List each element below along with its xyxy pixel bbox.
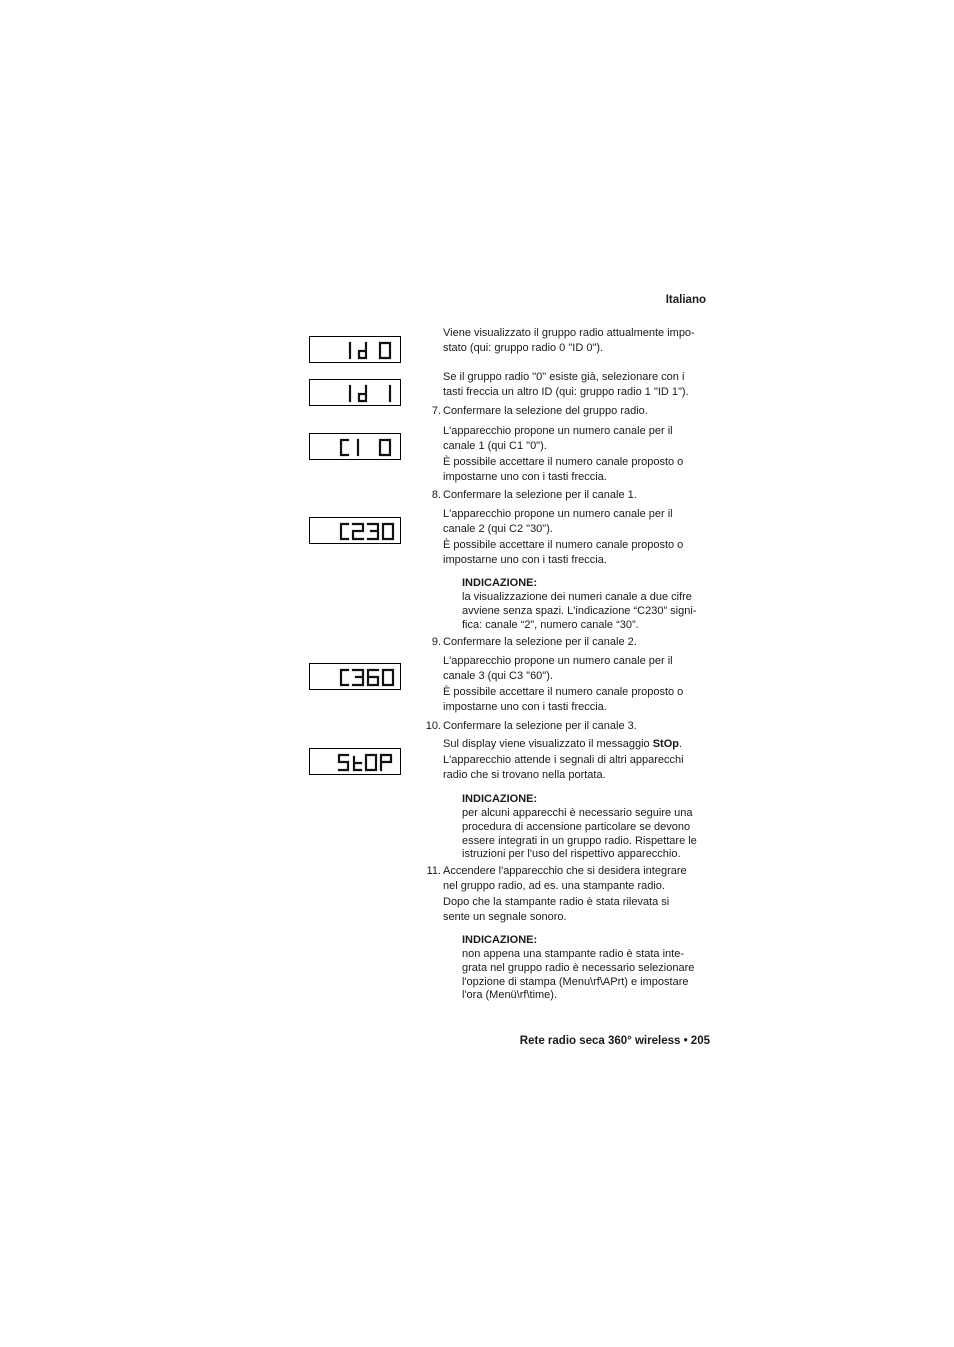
note-2-body: per alcuni apparecchi è necessario seguire una procedura di accensione particolare se devono essere integrati in un gruppo radio. Rispettare le istruzioni per l'uso del rispettivo apparecchio. [462, 807, 697, 861]
note-3-title: INDICAZIONE: [462, 934, 538, 946]
stop-message-text: Sul display viene visualizzato il messaggio [443, 738, 653, 750]
lcd-c230-glyphs [310, 518, 402, 545]
lcd-c1-0-glyphs [310, 434, 402, 461]
note-1-title: INDICAZIONE: [462, 577, 538, 589]
step-number-9: 9. [431, 636, 441, 648]
stop-message-end: . [679, 738, 683, 750]
step-10-text: Confermare la selezione per il canale 3. [443, 720, 637, 732]
language-header: Italiano [665, 294, 706, 306]
step-8-text: Confermare la selezione per il canale 1. [443, 489, 637, 501]
paragraph-channel-2: L'apparecchio propone un numero canale per il canale 2 (qui C2 "30"). È possibile accettare il numero canale proposto o impostarne uno con i tasti freccia. [443, 508, 684, 566]
note-2-title: INDICAZIONE: [462, 793, 538, 805]
lcd-id-0-glyphs [310, 337, 402, 364]
lcd-stop-glyphs [310, 749, 402, 776]
lcd-display-stop [309, 748, 401, 775]
lcd-c360-glyphs [310, 664, 402, 691]
step-number-10: 10. [425, 720, 441, 732]
page-footer: Rete radio seca 360° wireless • 205 [519, 1035, 710, 1047]
lcd-display-id-1 [309, 379, 401, 406]
lcd-display-c360 [309, 663, 401, 690]
lcd-display-id-0 [309, 336, 401, 363]
step-11-text: Accendere l'apparecchio che si desidera integrare nel gruppo radio, ad es. una stampante radio. [443, 865, 687, 893]
lcd-display-c230 [309, 517, 401, 544]
step-9-text: Confermare la selezione per il canale 2. [443, 636, 637, 648]
step-number-8: 8. [431, 489, 441, 501]
paragraph-current-group: Viene visualizzato il gruppo radio attualmente impo- stato (qui: gruppo radio 0 "ID 0"). [443, 327, 695, 355]
stop-keyword: StOp [652, 738, 679, 750]
note-3-body: non appena una stampante radio è stata inte- grata nel gruppo radio è necessario selezionare l'opzione di stampa (Menu\rf\APrt) e impostare l'ora (Menü\rf\time). [462, 948, 695, 1002]
note-1-body: la visualizzazione dei numeri canale a due cifre avviene senza spazi. L'indicazione “C230” signi- fica: canale “2”, numero canale “30”. [462, 591, 697, 631]
paragraph-waiting-signals: L'apparecchio attende i segnali di altri apparecchi radio che si trovano nella portata. [443, 754, 684, 782]
paragraph-select-id: Se il gruppo radio "0" esiste già, selezionare con i tasti freccia un altro ID (qui: gruppo radio 1 "ID 1"). [443, 371, 689, 399]
paragraph-channel-1: L'apparecchio propone un numero canale per il canale 1 (qui C1 "0"). È possibile accettare il numero canale proposto o impostarne uno con i tasti freccia. [443, 425, 684, 483]
step-number-11: 11. [426, 865, 441, 877]
step-7-text: Confermare la selezione del gruppo radio. [443, 405, 648, 417]
step-number-7: 7. [431, 405, 441, 417]
paragraph-printer-detected: Dopo che la stampante radio è stata rilevata si sente un segnale sonoro. [443, 896, 670, 924]
lcd-display-c1-0 [309, 433, 401, 460]
paragraph-channel-3: L'apparecchio propone un numero canale per il canale 3 (qui C3 "60"). È possibile accettare il numero canale proposto o impostarne uno con i tasti freccia. [443, 655, 684, 713]
lcd-id-1-glyphs [310, 380, 402, 407]
paragraph-stop-message [443, 737, 718, 752]
